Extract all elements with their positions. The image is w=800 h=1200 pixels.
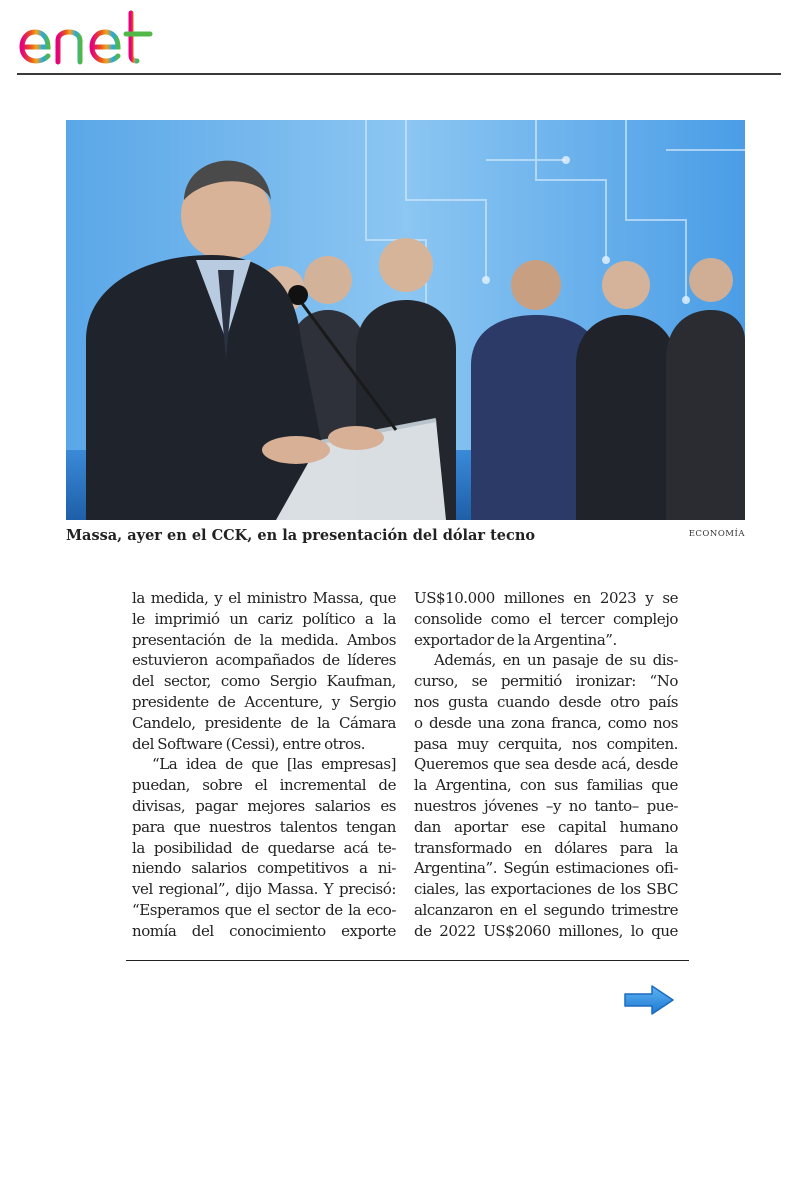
article-line: “La idea de que [las empresas] (152, 755, 396, 774)
article-line: Queremos que sea desde acá, desde (414, 755, 678, 774)
article-line: consolide como el tercer complejo (414, 609, 678, 628)
article-line: presentación de la medida. Ambos (132, 630, 396, 649)
article-line: o desde una zona franca, como nos (414, 713, 678, 732)
article-line: exportador de la Argentina”. (414, 630, 617, 649)
article-line: ciales, las exportaciones de los SBC (414, 880, 678, 899)
article-line: la Argentina, con sus familias que (414, 776, 678, 795)
article-line: Argentina”. Según estimaciones ofi- (414, 859, 678, 878)
article-line: nomía del conocimiento exporte (132, 921, 396, 940)
arrow-right-icon (622, 983, 676, 1017)
article-line: de 2022 US$2060 millones, lo que (414, 921, 678, 940)
article-line: niendo salarios competitivos a ni- (132, 859, 396, 878)
article-line: pasa muy cerquita, nos compiten. (414, 734, 678, 753)
article-line: estuvieron acompañados de líderes (132, 651, 396, 670)
article-line: puedan, sobre el incremental de (132, 776, 396, 795)
article-line: US$10.000 millones en 2023 y se (414, 589, 678, 607)
article-line: nuestros jóvenes –y no tanto– pue- (414, 796, 678, 815)
article-line: del sector, como Sergio Kaufman, (132, 672, 396, 691)
header-rule (17, 73, 781, 75)
news-photo (66, 120, 745, 520)
photo-caption: Massa, ayer en el CCK, en la presentación del dólar tecno (66, 527, 536, 544)
article-line: la medida, y el ministro Massa, que (132, 589, 396, 607)
article-line: curso, se permitió ironizar: “No (414, 672, 678, 691)
article-line: divisas, pagar mejores salarios es (132, 796, 396, 815)
article-line: presidente de Accenture, y Sergio (132, 692, 396, 711)
news-photo-illustration (66, 120, 745, 520)
article-line: vel regional”, dijo Massa. Y precisó: (132, 880, 396, 899)
article-line: “Esperamos que el sector de la eco- (132, 900, 396, 919)
article-end-rule (126, 960, 689, 961)
article-column-left (132, 588, 396, 942)
article-line: transformado en dólares para la (414, 838, 678, 857)
article-line: le imprimió un cariz político a la (132, 609, 396, 628)
article-line: del Software (Cessi), entre otros. (132, 734, 366, 753)
article-column-right (414, 588, 678, 942)
next-page-button[interactable] (622, 983, 676, 1017)
section-label: ECONOMÍA (688, 529, 745, 539)
article-line: nos gusta cuando desde otro país (414, 692, 678, 711)
article-line: dan aportar ese capital humano (414, 817, 678, 836)
article-line: la posibilidad de quedarse acá te- (132, 838, 396, 857)
article-line: Además, en un pasaje de su dis- (434, 651, 678, 670)
article-line: alcanzaron en el segundo trimestre (414, 900, 678, 919)
article-line: Candelo, presidente de la Cámara (132, 713, 396, 732)
article-line: para que nuestros talentos tengan (132, 817, 396, 836)
enel-logo (18, 10, 168, 66)
enel-logo-mark (18, 10, 168, 66)
